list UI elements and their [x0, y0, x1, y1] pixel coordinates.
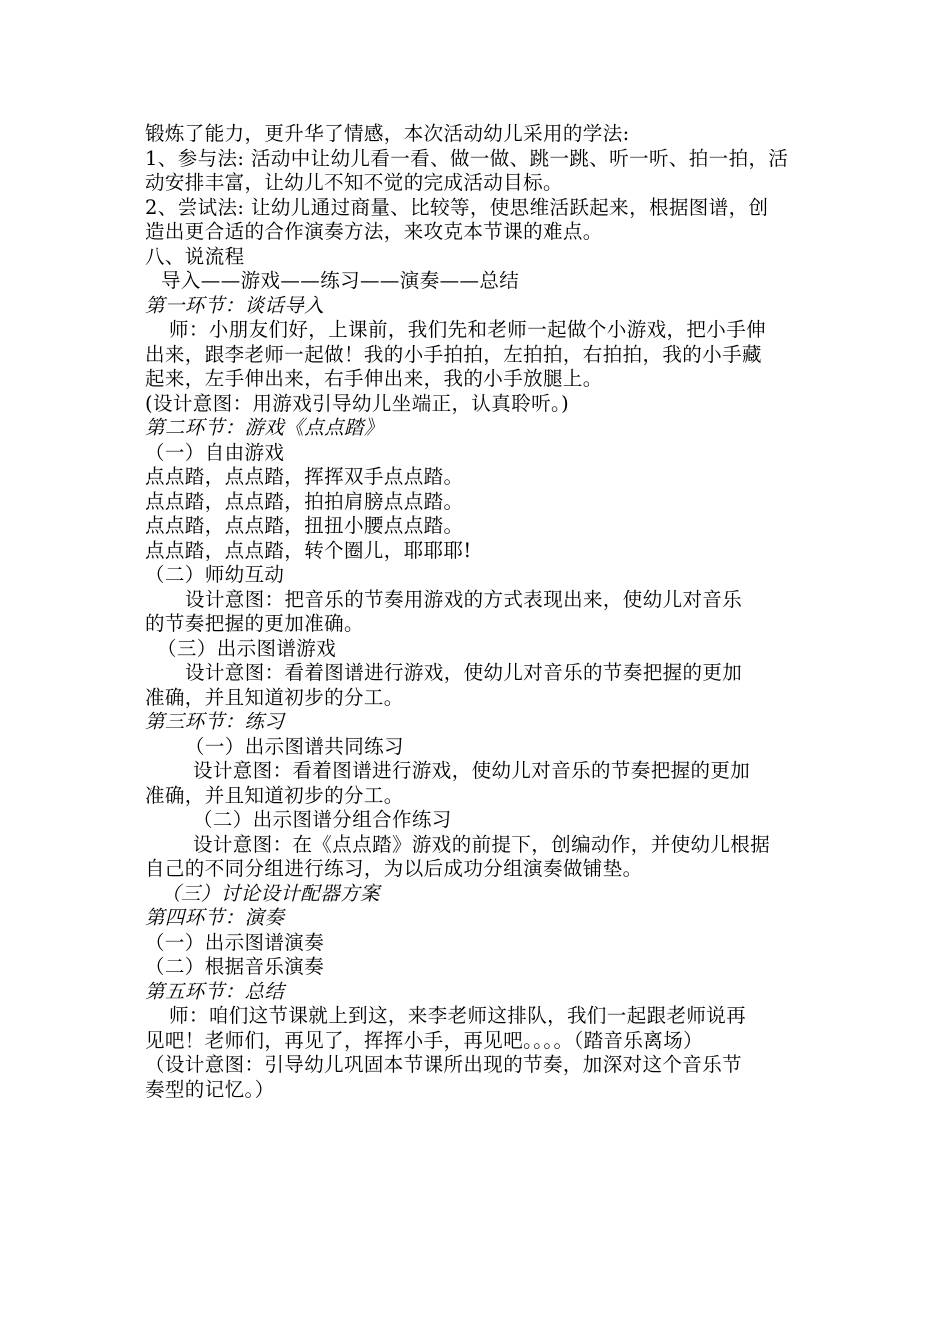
text-line: 1、参与法: 活动中让幼儿看一看、做一做、跳一跳、听一听、拍一拍，活 [145, 146, 789, 170]
sub-heading: （一）自由游戏 [145, 440, 285, 464]
sub-heading: （三）讨论设计配器方案 [161, 881, 380, 905]
text-line: 点点踏，点点踏，扭扭小腰点点踏。 [145, 514, 464, 537]
text-line: 设计意图：把音乐的节奏用游戏的方式表现出来，使幼儿对音乐 [185, 587, 743, 611]
text-line: 设计意图：看着图谱进行游戏，使幼儿对音乐的节奏把握的更加 [185, 661, 743, 684]
text-line: 准确，并且知道初步的分工。 [145, 783, 404, 807]
sub-heading: （二）根据音乐演奏 [145, 955, 325, 978]
text-line: 自己的不同分组进行练习，为以后成功分组演奏做铺垫。 [145, 857, 643, 880]
text-line: 师：小朋友们好，上课前，我们先和老师一起做个小游戏，把小手伸 [169, 318, 767, 341]
text-line: 准确，并且知道初步的分工。 [145, 685, 404, 709]
sub-heading: （一）出示图谱演奏 [145, 930, 325, 954]
text-line: 的节奏把握的更加准确。 [145, 612, 364, 635]
step-heading: 第一环节：谈话导入 [145, 293, 325, 317]
text-line: 点点踏，点点踏，挥挥双手点点踏。 [145, 465, 464, 488]
step-heading: 第三环节：练习 [145, 710, 285, 733]
text-line: 2、尝试法: 让幼儿通过商量、比较等，使思维活跃起来，根据图谱，创 [145, 195, 769, 219]
text-line: 锻炼了能力，更升华了情感，本次活动幼儿采用的学法: [145, 122, 630, 145]
step-heading: 第二环节：游戏《点点踏》 [145, 416, 384, 439]
text-line: 点点踏，点点踏，转个圈儿，耶耶耶! [145, 538, 472, 562]
text-line: 出来，跟李老师一起做！我的小手拍拍，左拍拍，右拍拍，我的小手藏 [145, 342, 762, 366]
sub-heading: （一）出示图谱共同练习 [185, 734, 404, 758]
sub-heading: （二）出示图谱分组合作练习 [193, 808, 452, 831]
step-heading: 第五环节：总结 [145, 979, 285, 1003]
text-line: 造出更合适的合作演奏方法，来攻克本节课的难点。 [145, 220, 603, 243]
document-page [145, 122, 815, 1102]
step-heading: 第四环节：演奏 [145, 906, 285, 929]
sub-heading: （二）师幼互动 [145, 563, 285, 586]
text-line: 见吧！老师们，再见了，挥挥小手，再见吧。。。。（踏音乐离场） [145, 1028, 704, 1052]
text-line: 师：咱们这节课就上到这，来李老师这排队，我们一起跟老师说再 [169, 1004, 747, 1027]
text-line: （设计意图：引导幼儿巩固本节课所出现的节奏，加深对这个音乐节 [145, 1053, 743, 1076]
section-heading: 八、说流程 [145, 244, 245, 268]
text-line: 奏型的记忆。） [145, 1077, 275, 1101]
text-line: (设计意图：用游戏引导幼儿坐端正，认真聆听。) [145, 391, 570, 415]
sub-heading: （三）出示图谱游戏 [157, 636, 337, 660]
flow-line: 导入——游戏——练习——演奏——总结 [161, 269, 520, 292]
text-line: 设计意图：在《点点踏》游戏的前提下，创编动作，并使幼儿根据 [193, 832, 771, 856]
text-line: 设计意图：看着图谱进行游戏，使幼儿对音乐的节奏把握的更加 [193, 759, 751, 782]
text-line: 起来，左手伸出来，右手伸出来，我的小手放腿上。 [145, 367, 603, 390]
text-line: 动安排丰富，让幼儿不知不觉的完成活动目标。 [145, 171, 563, 194]
text-line: 点点踏，点点踏，拍拍肩膀点点踏。 [145, 489, 464, 513]
